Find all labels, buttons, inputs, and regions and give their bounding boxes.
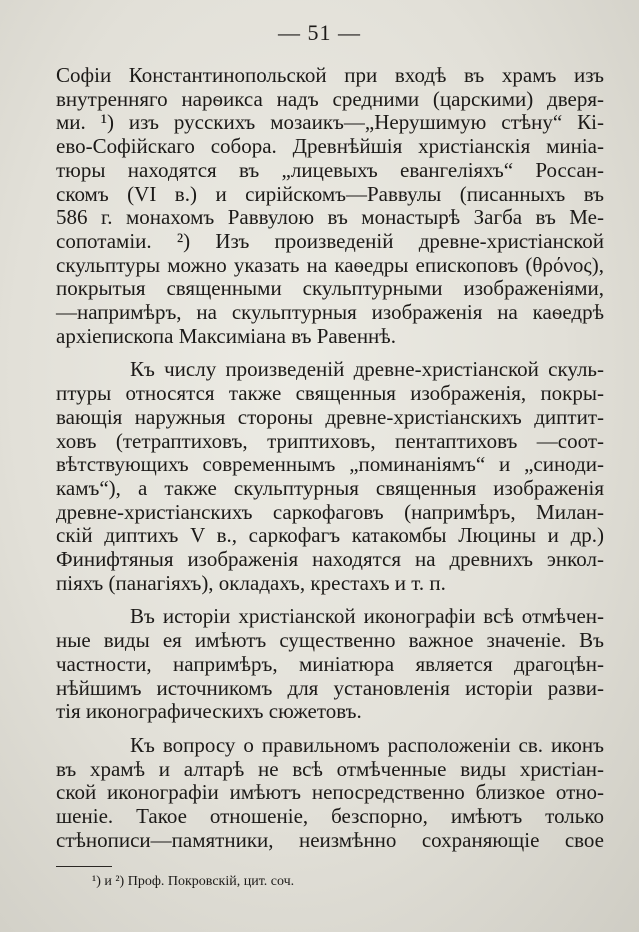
text-line: сопотаміи. ²) Изъ произведеній древне-христіанской [56,228,604,253]
text-line: птуры относятся также священныя изображенія, покры- [56,381,604,406]
text-line: внутренняго нарѳикса надъ средними (царскими) дверя- [56,86,604,111]
footnote: ¹) и ²) Проф. Покровскій, цит. соч. [92,874,295,889]
paragraph [56,605,604,724]
text-line: тія иконографическихъ сюжетовъ. [56,699,362,724]
text-line: Финифтяныя изображенія находятся на древнихъ энкол- [56,547,604,572]
paragraph [56,64,604,348]
footnote-rule [56,866,112,867]
text-line: архіепископа Максиміана въ Равеннѣ. [56,323,396,348]
paragraph [56,358,604,595]
text-line: Софіи Константинопольской при входѣ въ храмъ изъ [56,63,604,87]
text-line: камъ“), а также скульптурныя священныя изображенія [56,475,604,500]
text-line: шеніе. Такое отношеніе, безспорно, имѣютъ только [56,804,604,829]
text-line: скій диптихъ V в., саркофагъ катакомбы Люцины и др.) [56,523,604,548]
text-line: вѣтствующихъ современнымъ „поминаніямъ“ и „синоди- [56,452,604,477]
paragraph [56,734,604,853]
text-line: стѣнописи—памятники, неизмѣнно сохраняющіе свое [56,827,604,852]
text-line: покрытыя священными скульптурными изображеніями, [56,276,604,301]
text-line: ево-Софійскаго собора. Древнѣйшія христіанскія миніа- [56,134,604,159]
text-line: древне-христіанскихъ саркофаговъ (напримѣръ, Милан- [56,499,604,524]
text-line: ской иконографіи имѣютъ непосредственно близкое отно- [56,780,604,805]
text-line: ми. ¹) изъ русскихъ мозаикъ—„Нерушимую стѣну“ Кі- [56,110,604,135]
text-line: вающія наружныя стороны древне-христіанскихъ диптит- [56,404,604,429]
text-line: —напримѣръ, на скульптурныя изображенія на каѳедрѣ [56,300,604,325]
text-line: въ храмѣ и алтарѣ не всѣ отмѣченные виды христіан- [56,756,604,781]
text-line: Къ числу произведеній древне-христіанской скуль- [130,357,604,382]
text-line: скульптуры можно указать на каѳедры епископовъ (θρόνος), [56,252,604,277]
text-line: ные виды ея имѣютъ существенно важное значеніе. Въ [56,628,604,653]
text-line: скомъ (VI в.) и сирійскомъ—Раввулы (писанныхъ въ [56,181,604,206]
text-line: 586 г. монахомъ Раввулою въ монастырѣ Загба въ Ме- [56,205,604,230]
text-line: Къ вопросу о правильномъ расположеніи св. иконъ [130,732,604,757]
text-line: тюры находятся въ „лицевыхъ евангеліяхъ“ Россан- [56,157,604,182]
text-line: піяхъ (панагіяхъ), окладахъ, крестахъ и т. п. [56,570,446,595]
text-line: нѣйшимъ источникомъ для установленія исторіи разви- [56,675,604,700]
main-text [56,64,604,853]
text-line: частности, напримѣръ, миніатюра является драгоцѣн- [56,651,604,676]
page-number: — 51 — [278,20,361,45]
text-line: Въ исторіи христіанской иконографіи всѣ отмѣчен- [130,604,604,629]
text-line: ховъ (тетраптиховъ, триптиховъ, пентаптиховъ —соот- [56,428,604,453]
